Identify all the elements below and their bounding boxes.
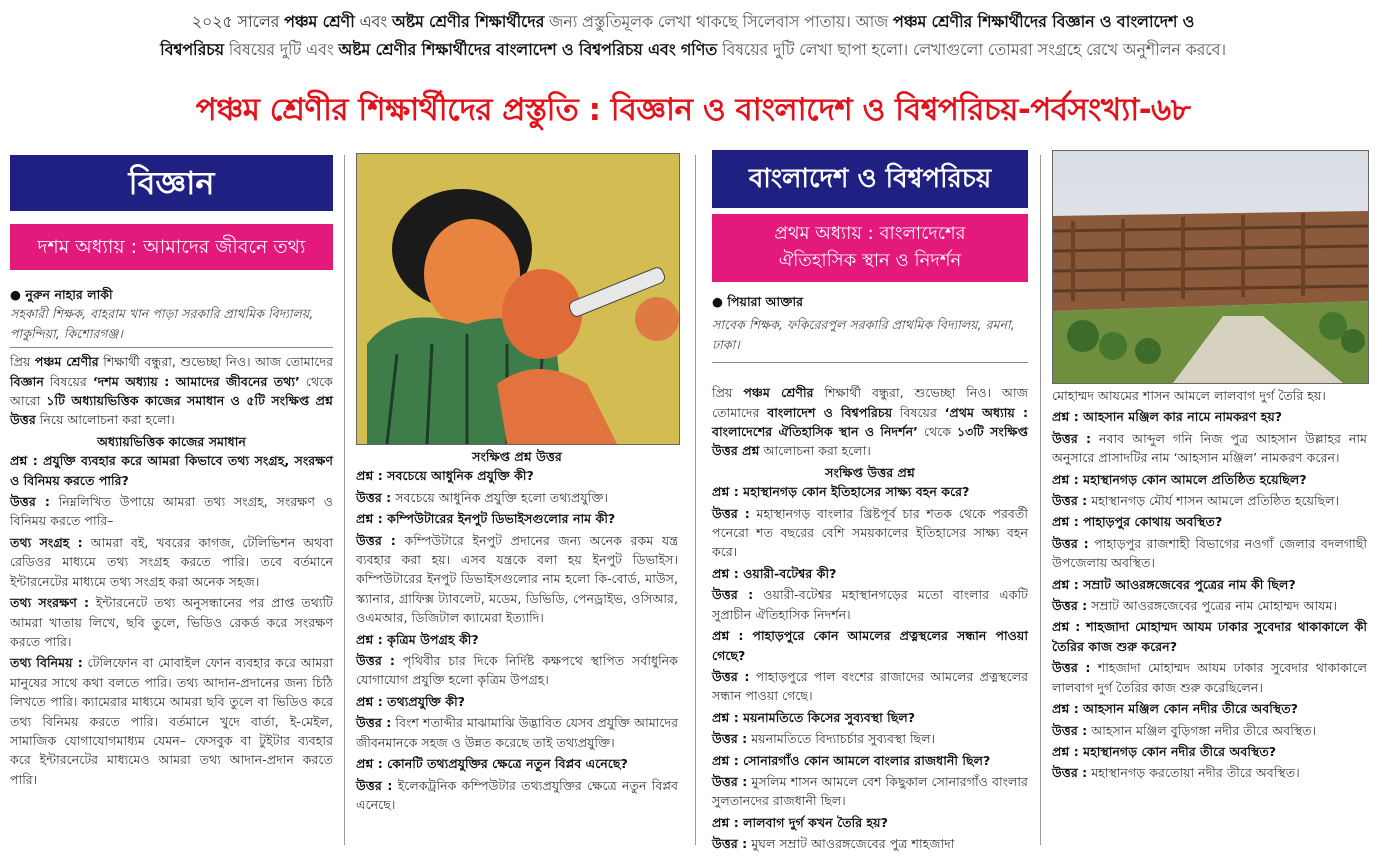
bgs-continuation: মোহাম্মদ আযমের শাসন আমলে লালবাগ দুর্গ তৈরি হয়। (1052, 388, 1326, 403)
answer (1052, 658, 1367, 697)
answer (1052, 721, 1367, 740)
question: প্রশ্ন : কম্পিউটারের ইনপুট ডিভাইসগুলোর নাম কী? (356, 511, 616, 527)
answer-label: উত্তর : (356, 532, 396, 548)
science-paragraph: তথ্য বিনিময় : টেলিফোন বা মোবাইল ফোন ব্যবহার করে আমরা মানুষের সাথে কথা বলতে পারি। তথ্য আদান-প্রদানের জন্য চিঠি লিখতে পারি। ক্যামেরার মাধ্যমে আমরা ছবি তুলে বা ভিডিও করে তথ্য বিনিময় করতে পারি। বর্তমানে খুদে বার্তা, ই-মেইল, সামাজিক যোগাযোগমাধ্যম যেমন– ফেসবুক বা টুইটার ব্যবহার করে ইন্টারনেটের মাধ্যমেও আমরা তথ্য আদান-প্রদান করতে পারি। (10, 655, 333, 787)
answer (712, 504, 1028, 562)
science-short-qa (356, 447, 678, 816)
answer (712, 834, 1028, 853)
question: প্রশ্ন : মহাস্থানগড় কোন নদীর তীরে অবস্থিত? (1052, 743, 1277, 759)
answer-label: উত্তর : (1052, 430, 1092, 446)
answer (1052, 534, 1367, 573)
answer-label: উত্তর : (356, 653, 395, 669)
answer-label: উত্তর : (356, 715, 392, 731)
answer-label: উত্তর : (356, 777, 393, 793)
answer (1052, 596, 1367, 615)
intro-paragraph (10, 8, 1376, 64)
answer-label: উত্তর : (712, 773, 748, 789)
column-divider (1040, 155, 1041, 845)
bgs-column (712, 292, 1028, 856)
answer (356, 488, 678, 507)
question: প্রশ্ন : কৃত্রিম উপগ্রহ কী? (356, 631, 479, 647)
answer-label: উত্তর : (1052, 535, 1089, 551)
answer-text: পাহাড়পুরে পাল বংশের রাজাদের আমলের প্রত্নস্থলের সন্ধান পাওয়া গেছে। (712, 668, 1029, 704)
question: প্রশ্ন : মহাস্থানগড় কোন ইতিহাসের সাক্ষ্য বহন করে? (712, 484, 970, 500)
lalbagh-fort-photo (1052, 150, 1369, 384)
question: প্রশ্ন : মহাস্থানগড় কোন আমলে প্রতিষ্ঠিত হয়েছিল? (1052, 471, 1307, 487)
question: প্রশ্ন : তথ্যপ্রযুক্তি কী? (356, 693, 465, 709)
answer-text: সম্রাট আওরঙ্গজেবের পুত্রের নাম মোহাম্মদ আযম। (1091, 598, 1337, 614)
intro-bold: অষ্টম শ্রেণীর শিক্ষার্থীদের বাংলাদেশ ও বিশ্বপরিচয় এবং গণিত (338, 40, 718, 59)
question: প্রশ্ন : লালবাগ দুর্গ কখন তৈরি হয়? (712, 814, 888, 830)
answer (1052, 491, 1367, 510)
question: প্রশ্ন : ময়নামতিতে কিসের সুব্যবস্থা ছিল? (712, 709, 916, 725)
intro-text: জন্য প্রস্তুতিমূলক লেখা থাকছে সিলেবাস পাতায়। আজ (549, 12, 889, 31)
answer-label: উত্তর : (712, 731, 748, 747)
answer (356, 776, 678, 815)
answer-label: উত্তর : (1052, 660, 1091, 676)
answer-text: সবচেয়ে আধুনিক প্রযুক্তি হলো তথ্যপ্রযুক্তি। (395, 489, 608, 505)
intro-bold: অষ্টম শ্রেণীর শিক্ষার্থীদের (391, 12, 545, 31)
answer-label: উত্তর : (1052, 493, 1088, 509)
column-divider (695, 155, 696, 845)
bgs-qa-list (712, 482, 1028, 853)
answer-label: উত্তর : (712, 505, 750, 521)
answer-text: ময়নামতিতে বিদ্যাচর্চার সুব্যবস্থা ছিল। (751, 731, 936, 747)
science-section-title: বিজ্ঞান (10, 155, 333, 211)
answer (356, 651, 678, 690)
answer-label: উত্তর : (356, 489, 392, 505)
answer-text: পাহাড়পুর রাজশাহী বিভাগের নওগাঁ জেলার বদলগাছী উপজেলায় অবস্থিত। (1052, 535, 1367, 571)
science-question: প্রশ্ন : প্রযুক্তি ব্যবহার করে আমরা কিভাবে তথ্য সংগ্রহ, সংরক্ষণ ও বিনিময় করতে পারি? (10, 453, 333, 488)
science-short-subhead: সংক্ষিপ্ত প্রশ্ন উত্তর (472, 449, 562, 464)
answer-text: মুসলিম শাসন আমলে বেশ কিছুকাল সোনারগাঁও বাংলার সুলতানদের রাজধানী ছিল। (712, 773, 1028, 809)
answer-label: উত্তর : (712, 668, 750, 684)
question: প্রশ্ন : পাহাড়পুর কোথায় অবস্থিত? (1052, 514, 1223, 530)
science-column (10, 285, 333, 791)
intro-text: বিষয়ের দুটি এবং (228, 40, 334, 59)
answer (356, 531, 678, 628)
answer-text: মহাস্থানগড় মৌর্য শাসন আমলে প্রতিষ্ঠিত হয়েছিল। (1091, 493, 1340, 509)
answer (1052, 763, 1367, 782)
science-answer: উত্তর : নিম্নলিখিত উপায়ে আমরা তথ্য সংগ্রহ, সংরক্ষণ ও বিনিময় করতে পারি– (10, 494, 333, 529)
bgs-affiliation: সাবেক শিক্ষক, ফকিরেরপুল সরকারি প্রাথমিক বিদ্যালয়, রমনা, ঢাকা। (712, 317, 1015, 352)
bgs-continued-column (1052, 386, 1367, 785)
intro-bold: পঞ্চম শ্রেণী (284, 12, 355, 31)
intro-text: ২০২৫ সালের (191, 12, 280, 31)
answer-label: উত্তর : (1052, 598, 1088, 614)
intro-bold: পঞ্চম শ্রেণীর শিক্ষার্থীদের বিজ্ঞান ও বাংলাদেশ ও (893, 12, 1195, 31)
answer-label: উত্তর : (1052, 722, 1088, 738)
bgs-continued-qa-list (1052, 407, 1367, 782)
answer-label: উত্তর : (1052, 765, 1088, 781)
science-intro: প্রিয় পঞ্চম শ্রেণীর শিক্ষার্থী বন্ধুরা, শুভেচ্ছা নিও। আজ তোমাদের বিজ্ঞান বিষয়ের ‘দশম অধ্যায় : আমাদের জীবনের তথ্য’ থেকে আরো ১টি অধ্যায়ভিত্তিক কাজের সমাধান ও ৫টি সংক্ষিপ্ত প্রশ্ন উত্তর নিয়ে আলোচনা করা হলো। (10, 354, 334, 428)
question: প্রশ্ন : আহসান মঞ্জিল কোন নদীর তীরে অবস্থিত? (1052, 701, 1298, 717)
bgs-subhead: সংক্ষিপ্ত উত্তর প্রশ্ন (825, 464, 915, 480)
column-divider (344, 155, 345, 845)
intro-text: বিষয়ের দুটি লেখা ছাপা হলো। লেখাগুলো তোমরা সংগ্রহে রেখে অনুশীলন করবে। (721, 40, 1226, 59)
bgs-author: ● পিয়ারা আক্তার (712, 294, 804, 309)
bgs-chapter-tag: প্রথম অধ্যায় : বাংলাদেশের ঐতিহাসিক স্থান ও নিদর্শন (712, 214, 1028, 282)
answer-text: মুঘল সম্রাট আওরঙ্গজেবের পুত্র শাহজাদা (751, 836, 955, 852)
answer (712, 667, 1028, 706)
question: প্রশ্ন : সোনারগাঁও কোন আমলে বাংলার রাজধানী ছিল? (712, 752, 991, 768)
answer-label: উত্তর : (712, 836, 748, 852)
answer-text: ওয়ারী-বটেশ্বর মহাস্থানগড়ের মতো বাংলার একটি সুপ্রাচীন ঐতিহাসিক নিদর্শন। (712, 587, 1028, 622)
question: প্রশ্ন : সবচেয়ে আধুনিক প্রযুক্তি কী? (356, 468, 534, 484)
answer-text: মহাস্থানগড় বাংলার খ্রিষ্টপূর্ব চার শতক থেকে পরবর্তী পনেরো শত বছরের বেশি সময়কালের ইতিহাসের সাক্ষ্য বহন করে। (712, 505, 1028, 560)
vaccination-illustration (356, 153, 680, 445)
science-paragraph: তথ্য সংরক্ষণ : ইন্টারনেটে তথ্য অনুসন্ধানের পর প্রাপ্ত তথ্যটি আমরা খাতায় লিখে, ছবি তুলে, ভিডিও রেকর্ড করে সংরক্ষণ করতে পারি। (10, 595, 333, 649)
science-chapter-tag: দশম অধ্যায় : আমাদের জীবনে তথ্য (10, 224, 333, 270)
science-subhead: অধ্যায়ভিত্তিক কাজের সমাধান (97, 433, 246, 449)
answer-text: ইলেকট্রনিক কম্পিউটার তথ্যপ্রযুক্তির ক্ষেত্রে নতুন বিপ্লব এনেছে। (356, 777, 678, 812)
intro-bold: বিশ্বপরিচয় (160, 40, 224, 59)
science-author: ● নুরুন নাহার লাকী (10, 287, 113, 302)
answer-label: উত্তর : (712, 587, 754, 603)
answer-text: আহসান মঞ্জিল বুড়িগঙ্গা নদীর তীরে অবস্থিত। (1091, 722, 1317, 738)
answer-text: পৃথিবীর চার দিকে নির্দিষ্ট কক্ষপথে স্থাপিত সর্বাধুনিক যোগাযোগ প্রযুক্তি হলো কৃত্রিম উপগ্রহ। (356, 653, 678, 688)
answer-text: মহাস্থানগড় করতোয়া নদীর তীরে অবস্থিত। (1091, 765, 1300, 781)
science-paragraph: তথ্য সংগ্রহ : আমরা বই, খবরের কাগজ, টেলিভিশন অথবা রেডিওর মাধ্যমে তথ্য সংগ্রহ করতে পারি। তবে বর্তমানে ইন্টারনেটের মাধ্যমে তথ্য সংগ্রহ করা অনেক সহজ। (10, 534, 333, 589)
question: প্রশ্ন : পাহাড়পুরে কোন আমলের প্রত্নস্থলের সন্ধান পাওয়া গেছে? (712, 628, 1028, 663)
science-short-list (356, 466, 678, 814)
question: প্রশ্ন : শাহজাদা মোহাম্মদ আযম ঢাকার সুবেদার থাকাকালে কী তৈরির কাজ শুরু করেন? (1052, 619, 1367, 654)
answer-text: বিংশ শতাব্দীর মাঝামাঝি উদ্ভাবিত যেসব প্রযুক্তি আমাদের জীবনমানকে সহজ ও উন্নত করেছে তাই তথ্যপ্রযুক্তি। (356, 715, 679, 750)
answer-text: কম্পিউটারে ইনপুট প্রদানের জন্য অনেক রকম যন্ত্র ব্যবহার করা হয়। এসব যন্ত্রকে বলা হয় ইনপুট ডিভাইস। কম্পিউটারের ইনপুট ডিভাইসগুলোর নাম হলো কি-বোর্ড, মাউস, স্ক্যানার, গ্রাফিক্স ট্যাবলেট, মডেম, ডিভিডি, পেনড্রাইভ, ওসিআর, ওএমআর, ডিজিটাল ক্যামেরা ইত্যাদি। (356, 532, 678, 626)
answer (712, 772, 1028, 811)
answer (712, 729, 1028, 748)
question: প্রশ্ন : আহসান মঞ্জিল কার নামে নামকরণ হয়? (1052, 409, 1283, 425)
answer (356, 713, 678, 752)
question: প্রশ্ন : ওয়ারী-বটেশ্বর কী? (712, 565, 837, 581)
answer (1052, 429, 1367, 468)
bgs-section-title: বাংলাদেশ ও বিশ্বপরিচয় (712, 150, 1028, 208)
science-affiliation: সহকারী শিক্ষক, বাহরাম খান পাড়া সরকারি প্রাথমিক বিদ্যালয়, পাকুন্দিয়া, কিশোরগঞ্জ। (10, 306, 314, 341)
question: প্রশ্ন : কোনটি তথ্যপ্রযুক্তির ক্ষেত্রে নতুন বিপ্লব এনেছে? (356, 756, 628, 772)
answer-text: নবাব আব্দুল গনি নিজ পুত্র আহসান উল্লাহর নাম অনুসারে প্রাসাদটির নাম ‘আহসান মঞ্জিল’ নামকরণ করেন। (1052, 430, 1367, 466)
intro-text: এবং (359, 12, 388, 31)
answer (712, 585, 1028, 624)
answer-text: শাহজাদা মোহাম্মদ আযম ঢাকার সুবেদার থাকাকালে লালবাগ দুর্গ তৈরির কাজ শুরু করেছিলেন। (1052, 660, 1367, 695)
page-headline: পঞ্চম শ্রেণীর শিক্ষার্থীদের প্রস্তুতি : বিজ্ঞান ও বাংলাদেশ ও বিশ্বপরিচয়-পর্বসংখ্যা-৬৮ (195, 92, 1191, 128)
question: প্রশ্ন : সম্রাট আওরঙ্গজেবের পুত্রের নাম কী ছিল? (1052, 576, 1296, 592)
bgs-intro: প্রিয় পঞ্চম শ্রেণীর শিক্ষার্থী বন্ধুরা, শুভেচ্ছা নিও। আজ তোমাদের বাংলাদেশ ও বিশ্বপরিচয় বিষয়ের ‘প্রথম অধ্যায় : বাংলাদেশের ঐতিহাসিক স্থান ও নিদর্শন’ থেকে ১৩টি সংক্ষিপ্ত উত্তর প্রশ্ন আলোচনা করা হলো। (712, 385, 1028, 459)
